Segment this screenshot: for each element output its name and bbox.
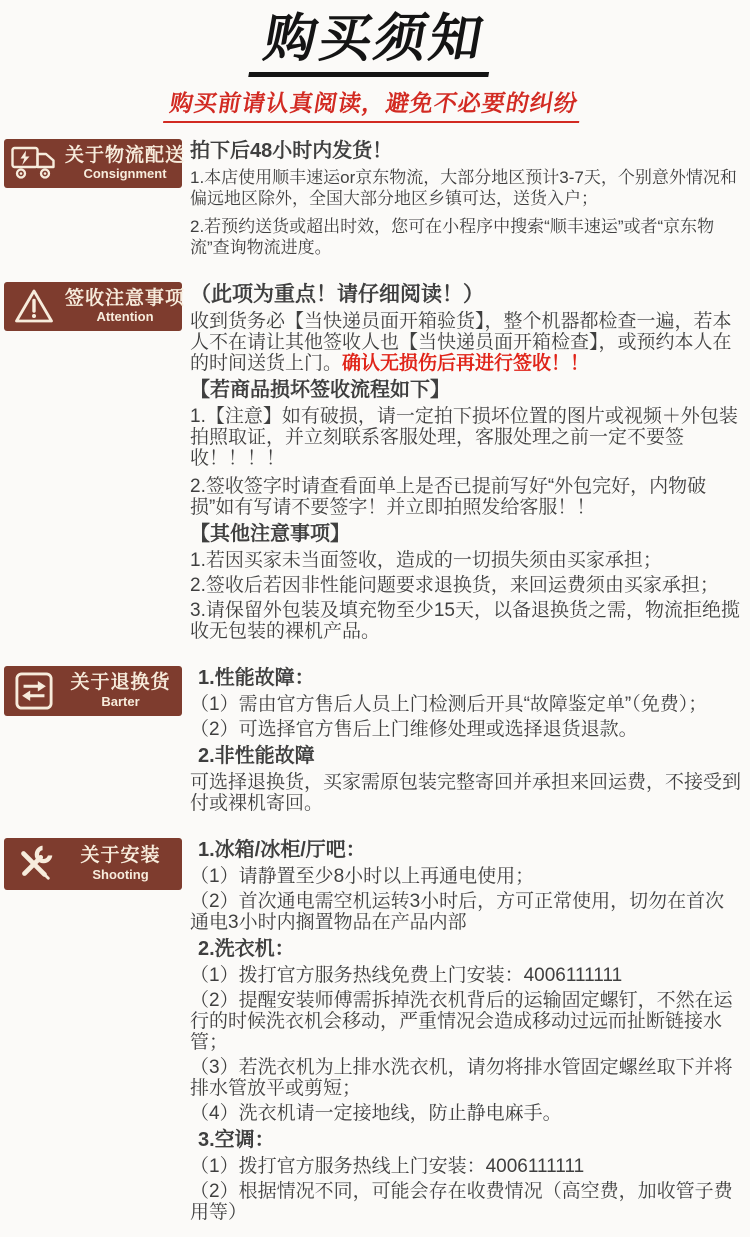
logistics-badge-subtitle: Consignment <box>83 166 167 182</box>
install-paragraph: （2）首次通电需空机运转3小时后，方可正常使用，切勿在首次通电3小时内搁置物品在产品内部 <box>190 890 725 933</box>
install-heading-fridge: 1.冰箱/冰柜/厅吧： <box>198 838 366 861</box>
logistics-badge-title: 关于物流配送 <box>65 144 186 166</box>
attention-badge <box>4 282 186 331</box>
logistics-content <box>182 139 744 262</box>
install-badge-subtitle: Shooting <box>92 866 149 882</box>
attention-badge-column <box>4 282 186 331</box>
barter-badge <box>4 666 182 716</box>
warning-triangle-icon <box>10 288 58 324</box>
logistics-paragraph: 2.若预约送货或超出时效，您可在小程序中搜索“顺丰速运”或者“京东物流”查询物流进度。 <box>190 216 715 257</box>
section-logistics <box>4 139 744 262</box>
attention-paragraph: 3.请保留外包装及填充物至少15天，以备退换货之需，物流拒绝揽收无包装的裸机产品。 <box>190 599 740 642</box>
attention-paragraph: 1.若因买家未当面签收，造成的一切损失须由买家承担； <box>190 549 662 571</box>
attention-content <box>182 282 744 646</box>
install-paragraph: （1）请静置至少8小时以上再通电使用； <box>190 865 535 887</box>
attention-subheading-damage: 【若商品损坏签收流程如下】 <box>190 378 450 401</box>
install-paragraph: （4）洗衣机请一定接地线，防止静电麻手。 <box>190 1102 562 1124</box>
attention-badge-subtitle: Attention <box>96 309 154 325</box>
install-paragraph: （2）提醒安装师傅需拆掉洗衣机背后的运输固定螺钉，不然在运行的时候洗衣机会移动，严重情况会造成移动过远而扯断链接水管； <box>190 989 733 1053</box>
barter-paragraph: （2）可选择官方售后上门维修处理或选择退货退款。 <box>190 718 638 740</box>
swap-arrows-icon <box>10 672 58 710</box>
barter-paragraph: 可选择退换货，买家需原包装完整寄回并承担来回运费，不接受到付或裸机寄回。 <box>190 771 742 814</box>
logistics-badge <box>4 139 186 188</box>
install-badge-title: 关于安装 <box>80 845 161 867</box>
logistics-badge-text <box>65 145 185 182</box>
install-badge-text <box>65 845 176 882</box>
attention-paragraph: 2.签收签字时请查看面单上是否已提前写好“外包完好，内物破损”如有写请不要签字！并立即拍照发给客服！！ <box>190 475 707 518</box>
crossed-tools-icon <box>10 844 58 884</box>
barter-heading-nonperformance: 2.非性能故障 <box>198 744 315 767</box>
attention-badge-text <box>65 288 185 325</box>
attention-paragraph: 1.【注意】如有破损，请一定拍下损坏位置的图片或视频＋外包装拍照取证，并立刻联系客服处理，客服处理之前一定不要签收！！！！ <box>190 405 738 469</box>
install-paragraph: （1）拨打官方服务热线免费上门安装：4006111111 <box>190 964 623 986</box>
attention-subheading-other: 【其他注意事项】 <box>190 522 350 545</box>
attention-badge-title: 签收注意事项 <box>65 287 186 309</box>
section-attention <box>4 282 744 646</box>
page-header <box>4 12 744 123</box>
barter-paragraph: （1）需由官方售后人员上门检测后开具“故障鉴定单”（免费）； <box>190 693 708 715</box>
attention-red-heading: （此项为重点！请仔细阅读！） <box>190 282 484 306</box>
install-heading-washer: 2.洗衣机： <box>198 937 295 960</box>
barter-badge-text <box>65 672 176 709</box>
attention-paragraph-red-text: 确认无损伤后再进行签收！！ <box>342 352 590 374</box>
barter-badge-column <box>4 666 182 716</box>
section-install <box>4 838 744 1227</box>
barter-badge-subtitle: Barter <box>101 693 140 709</box>
page-title: 购买须知 <box>248 12 499 77</box>
truck-icon <box>10 146 58 180</box>
attention-paragraph-text: 收到货务必【当快递员面开箱验货】，整个机器都检查一遍，若本人不在请让其他签收人也【当快递员面开箱检查】，或预约本人在的时间送货上门。 <box>190 310 732 374</box>
install-heading-ac: 3.空调： <box>198 1128 275 1151</box>
section-barter <box>4 666 744 818</box>
barter-heading-performance: 1.性能故障： <box>198 666 315 689</box>
install-paragraph: （3）若洗衣机为上排水洗衣机，请勿将排水管固定螺丝取下并将排水管放平或剪短； <box>190 1056 733 1099</box>
barter-content <box>182 666 744 818</box>
install-badge-column <box>4 838 182 890</box>
install-paragraph: （2）根据情况不同，可能会存在收费情况（高空费，加收管子费用等） <box>190 1180 733 1223</box>
barter-badge-title: 关于退换货 <box>70 672 171 694</box>
install-content <box>182 838 744 1227</box>
attention-paragraph: 2.签收后若因非性能问题要求退换货，来回运费须由买家承担； <box>190 574 719 596</box>
attention-paragraph <box>190 311 742 374</box>
page-subtitle: 购买前请认真阅读，避免不必要的纠纷 <box>163 85 585 123</box>
logistics-paragraph: 1.本店使用顺丰速运or京东物流，大部分地区预计3-7天，个别意外情况和偏远地区除外，全国大部分地区乡镇可达，送货入户； <box>190 167 737 208</box>
logistics-heading: 拍下后48小时内发货！ <box>190 139 393 162</box>
logistics-badge-column <box>4 139 186 188</box>
install-paragraph: （1）拨打官方服务热线上门安装：4006111111 <box>190 1155 585 1177</box>
install-badge <box>4 838 182 890</box>
